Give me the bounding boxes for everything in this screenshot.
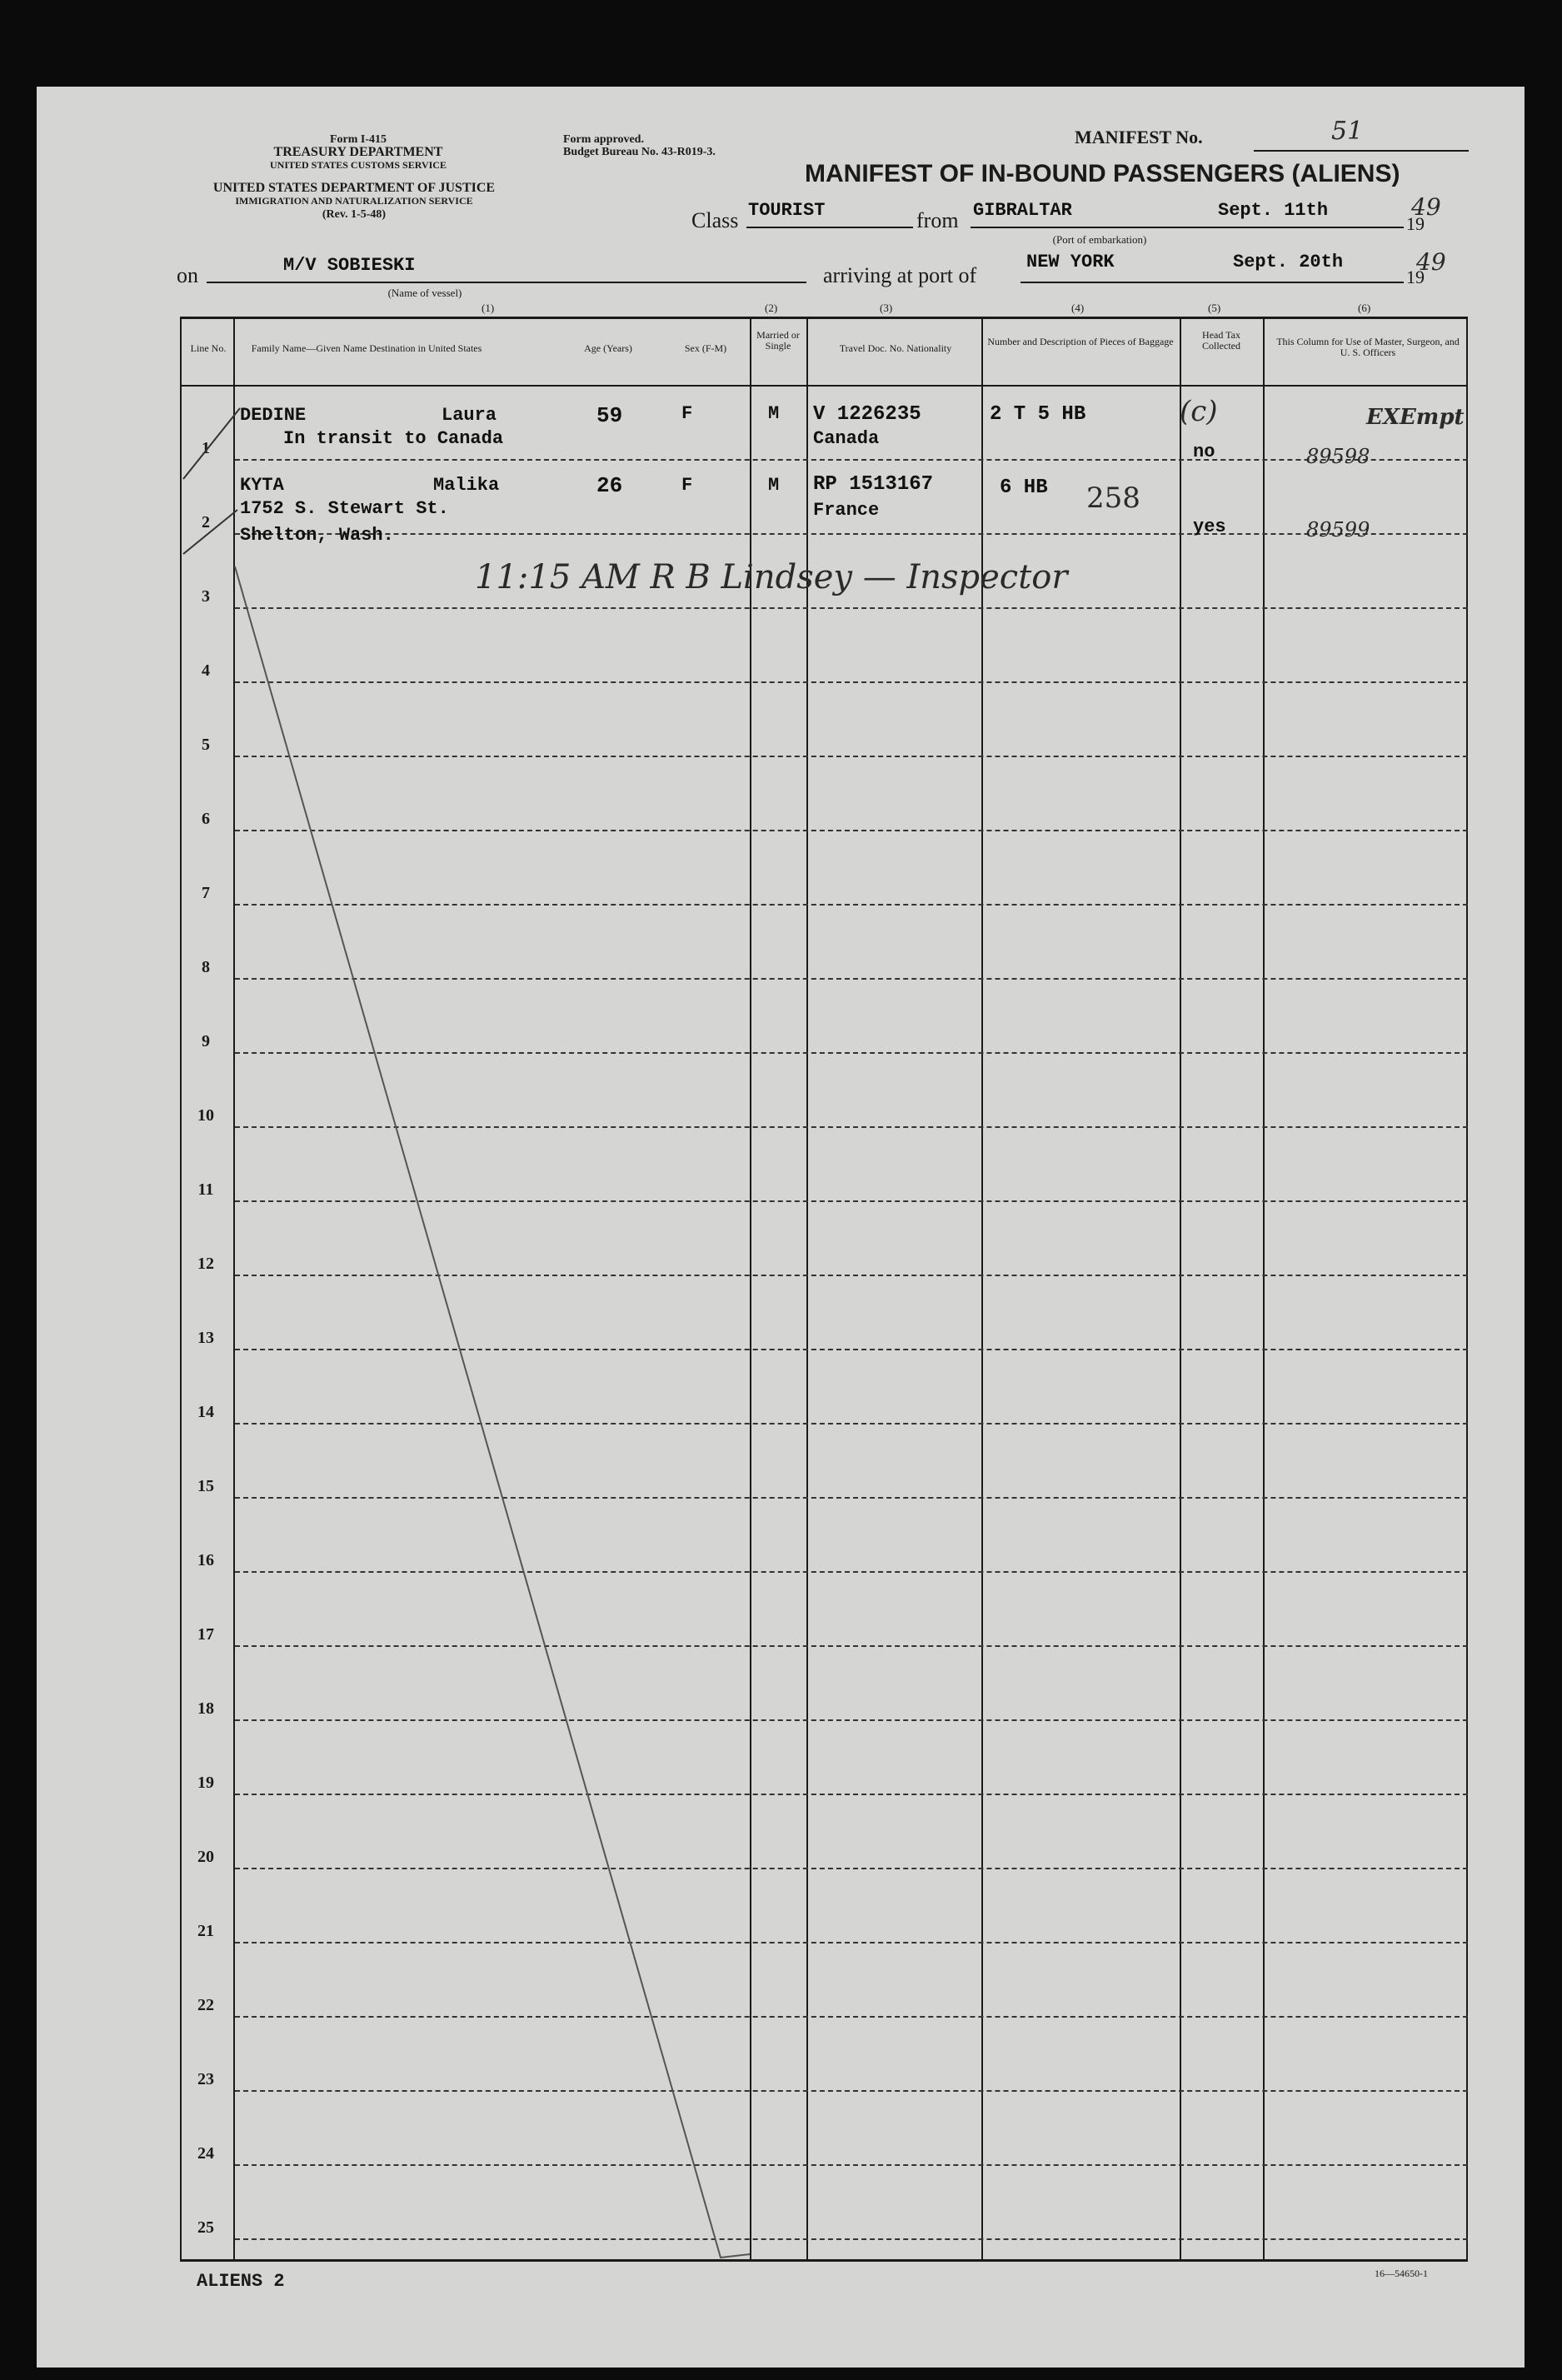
form-approved: Form approved. [563, 133, 644, 146]
passenger-1-doc: V 1226235 [813, 403, 921, 426]
passenger-1-sex: F [681, 403, 693, 424]
passenger-1-baggage: 2 T 5 HB [990, 403, 1086, 426]
passenger-2-baggage: 6 HB [1000, 476, 1048, 499]
col-num-5: (5) [1208, 302, 1221, 314]
line-number: 13 [197, 1329, 214, 1347]
line-number: 14 [197, 1403, 214, 1421]
header-name: Family Name—Given Name Destination in United States [251, 342, 482, 354]
passenger-2-officer-no: 89599 [1306, 518, 1370, 541]
ins-label: IMMIGRATION AND NATURALIZATION SERVICE [235, 195, 473, 207]
line-number: 17 [197, 1625, 214, 1644]
header-married: Married or Single [756, 329, 800, 352]
passenger-1-head-tax: no [1193, 442, 1215, 462]
passenger-1-married: M [768, 403, 780, 424]
col-num-3: (3) [880, 302, 893, 314]
manifest-title: MANIFEST OF IN-BOUND PASSENGERS (ALIENS) [805, 160, 1400, 187]
line-number: 5 [202, 736, 210, 754]
line-number: 7 [202, 884, 210, 902]
header-age: Age (Years) [584, 342, 632, 354]
passenger-1-age: 59 [596, 403, 623, 428]
inspector-signature: 11:15 AM R B Lindsey — Inspector [475, 558, 1068, 596]
line-number: 21 [197, 1922, 214, 1940]
passenger-1-baggage-note: (c) [1180, 395, 1218, 428]
passenger-2-age: 26 [596, 473, 623, 498]
line-number: 16 [197, 1551, 214, 1569]
col-num-1: (1) [482, 302, 495, 314]
passenger-2-sex: F [681, 475, 693, 496]
depart-date: Sept. 11th [1218, 200, 1329, 221]
line-number: 1 [202, 439, 210, 457]
passenger-2-family: KYTA [240, 475, 284, 496]
class-label: Class [691, 208, 739, 232]
revision-label: (Rev. 1-5-48) [322, 208, 387, 221]
justice-dept: UNITED STATES DEPARTMENT OF JUSTICE [212, 181, 496, 195]
col-num-6: (6) [1358, 302, 1371, 314]
line-number: 24 [197, 2144, 214, 2163]
passenger-2-destination2: Shelton, Wash. [240, 525, 394, 546]
line-number: 9 [202, 1032, 210, 1050]
passenger-1-destination: In transit to Canada [283, 428, 504, 449]
passenger-2-baggage-note: 258 [1086, 481, 1140, 515]
header-travel-doc: Travel Doc. No. Nationality [839, 342, 952, 354]
from-label: from [916, 208, 959, 232]
header-head-tax: Head Tax Collected [1202, 329, 1240, 352]
vessel-label: (Name of vessel) [387, 287, 462, 299]
line-number: 18 [197, 1699, 214, 1718]
line-number: 12 [197, 1255, 214, 1273]
arriving-label: arriving at port of [823, 263, 977, 287]
on-label: on [177, 263, 198, 287]
passenger-1-officer-note: EXEmpt [1366, 405, 1465, 430]
line-number: 4 [202, 661, 210, 680]
arrival-date: Sept. 20th [1233, 252, 1344, 272]
line-number: 8 [202, 958, 210, 976]
passenger-2-destination: 1752 S. Stewart St. [240, 498, 449, 519]
line-number: 20 [197, 1848, 214, 1866]
passenger-2-nationality: France [813, 500, 880, 521]
year2-suffix: 49 [1416, 248, 1446, 276]
passenger-1-officer-no: 89598 [1306, 445, 1370, 468]
line-number: 2 [202, 513, 210, 531]
line-number: 10 [197, 1106, 214, 1125]
port-embark-label: (Port of embarkation) [1052, 233, 1147, 246]
budget-bureau: Budget Bureau No. 43-R019-3. [563, 146, 716, 158]
header-officers: This Column for Use of Master, Surgeon, and U. S. Officers [1276, 336, 1460, 358]
passenger-2-given: Malika [433, 475, 500, 496]
passenger-1-given: Laura [442, 405, 497, 426]
header-baggage: Number and Description of Pieces of Baggage [987, 336, 1174, 347]
line-number: 3 [202, 587, 210, 606]
header-line-no: Line No. [190, 342, 227, 354]
line-number: 15 [197, 1477, 214, 1495]
arrival-port: NEW YORK [1026, 252, 1115, 272]
col-num-4: (4) [1071, 302, 1085, 314]
header-sex: Sex (F-M) [684, 342, 727, 354]
vessel-value: M/V SOBIESKI [283, 255, 416, 276]
footer-print-code: 16—54650-1 [1375, 2268, 1428, 2279]
class-value: TOURIST [748, 200, 826, 221]
line-number: 25 [197, 2218, 214, 2237]
passenger-1-nationality: Canada [813, 428, 880, 449]
line-number: 11 [197, 1180, 214, 1199]
customs-service: UNITED STATES CUSTOMS SERVICE [270, 159, 447, 171]
col-num-2: (2) [765, 302, 778, 314]
year-suffix: 49 [1411, 193, 1441, 221]
passenger-2-head-tax: yes [1193, 516, 1226, 537]
line-number: 19 [197, 1774, 214, 1792]
from-value: GIBRALTAR [973, 200, 1072, 221]
manifest-no-value: 51 [1331, 117, 1364, 146]
year2-prefix: 19 [1406, 267, 1425, 287]
line-number: 23 [197, 2070, 214, 2088]
line-number: 22 [197, 1996, 214, 2014]
passenger-1-family: DEDINE [240, 405, 307, 426]
form-number: Form I-415 [329, 133, 387, 146]
footer-aliens: ALIENS 2 [197, 2271, 285, 2292]
line-number: 6 [202, 810, 210, 828]
passenger-2-married: M [768, 475, 780, 496]
manifest-no-label: MANIFEST No. [1075, 127, 1203, 147]
year-prefix: 19 [1406, 213, 1425, 234]
passenger-2-doc: RP 1513167 [813, 473, 934, 496]
treasury-dept: TREASURY DEPARTMENT [273, 145, 443, 159]
